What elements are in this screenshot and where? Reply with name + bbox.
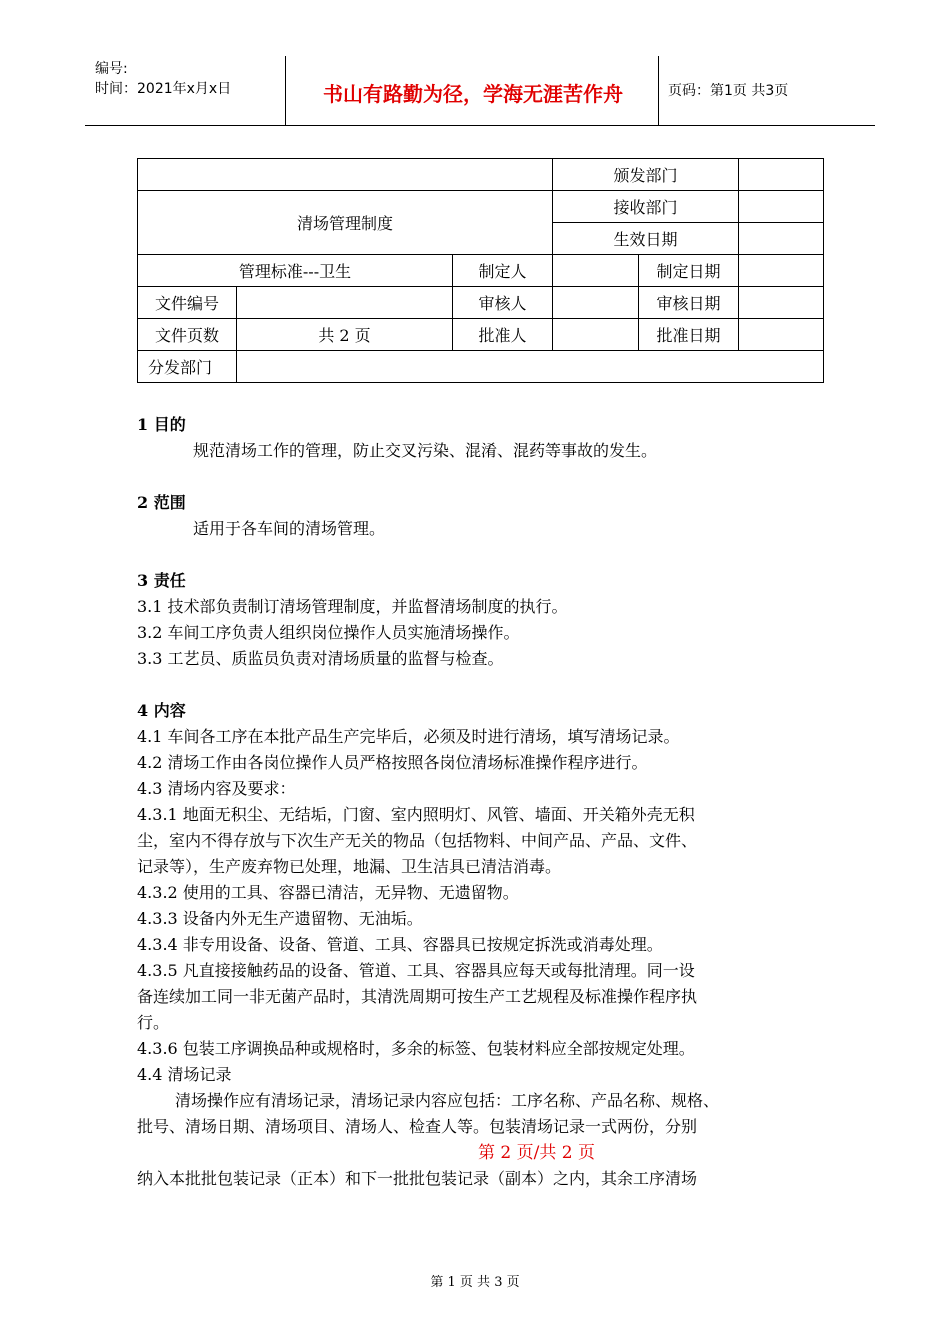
- paragraph: 4.3.4 非专用设备、设备、管道、工具、容器具已按规定拆洗或消毒处理。: [137, 935, 663, 954]
- drafter-value: [553, 255, 639, 287]
- approver-label: 批准人: [453, 319, 553, 351]
- effective-date-label: 生效日期: [553, 223, 739, 255]
- paragraph: 4.3.5 凡直接接触药品的设备、管道、工具、容器具应每天或每批清理。同一设: [137, 961, 695, 980]
- issue-dept-value: [739, 159, 824, 191]
- approve-date-value: [739, 319, 824, 351]
- doc-pages-value: 共 2 页: [237, 319, 453, 351]
- paragraph: 4.3.1 地面无积尘、无结垢，门窗、室内照明灯、风管、墙面、开关箱外壳无积: [137, 805, 695, 824]
- receive-dept-label: 接收部门: [553, 191, 739, 223]
- doc-pages-label: 文件页数: [138, 319, 237, 351]
- section-title-content: 4 内容: [137, 701, 186, 720]
- inner-page-number: 第 2 页/共 2 页: [478, 1143, 595, 1163]
- page-header: [85, 56, 875, 126]
- paragraph: 4.3.3 设备内外无生产遗留物、无油垢。: [137, 909, 423, 928]
- distribution-value: [237, 351, 824, 383]
- info-cell-blank: [138, 159, 553, 191]
- paragraph: 4.1 车间各工序在本批产品生产完毕后，必须及时进行清场，填写清场记录。: [137, 727, 680, 746]
- standard-label: 管理标准---卫生: [138, 255, 453, 287]
- paragraph: 尘，室内不得存放与下次生产无关的物品（包括物料、中间产品、产品、文件、: [137, 831, 698, 850]
- drafter-label: 制定人: [453, 255, 553, 287]
- doc-time-label: 时间：2021年x月x日: [95, 81, 232, 97]
- draft-date-label: 制定日期: [639, 255, 739, 287]
- distribution-label: 分发部门: [138, 351, 237, 383]
- paragraph: 备连续加工同一非无菌产品时，其清洗周期可按生产工艺规程及标准操作程序执: [137, 987, 698, 1006]
- paragraph: 批号、清场日期、清场项目、清场人、检查人等。包装清场记录一式两份，分别: [137, 1117, 698, 1136]
- paragraph: 清场操作应有清场记录，清场记录内容应包括：工序名称、产品名称、规格、: [175, 1091, 720, 1110]
- doc-no-value: [237, 287, 453, 319]
- doc-number-label: 编号:: [95, 61, 128, 77]
- paragraph: 行。: [137, 1013, 170, 1032]
- reviewer-label: 审核人: [453, 287, 553, 319]
- issue-dept-label: 颁发部门: [553, 159, 739, 191]
- header-left: [95, 59, 231, 99]
- paragraph: 记录等），生产废弃物已处理，地漏、卫生洁具已清洁消毒。: [137, 857, 562, 876]
- paragraph: 4.2 清场工作由各岗位操作人员严格按照各岗位清场标准操作程序进行。: [137, 753, 648, 772]
- effective-date-value: [739, 223, 824, 255]
- approve-date-label: 批准日期: [639, 319, 739, 351]
- header-divider: [658, 56, 659, 125]
- paragraph: 3.3 工艺员、质监员负责对清场质量的监督与检查。: [137, 649, 504, 668]
- review-date-label: 审核日期: [639, 287, 739, 319]
- receive-dept-value: [739, 191, 824, 223]
- paragraph: 纳入本批批包装记录（正本）和下一批批包装记录（副本）之内，其余工序清场: [137, 1169, 698, 1188]
- section-title-scope: 2 范围: [137, 493, 186, 512]
- header-divider: [285, 56, 286, 125]
- doc-title: 清场管理制度: [138, 191, 553, 255]
- scope-text: 适用于各车间的清场管理。: [193, 519, 386, 538]
- section-title-responsibility: 3 责任: [137, 571, 186, 590]
- paragraph: 4.3 清场内容及要求：: [137, 779, 296, 798]
- paragraph: 4.3.2 使用的工具、容器已清洁，无异物、无遗留物。: [137, 883, 519, 902]
- header-motto: 书山有路勤为径，学海无涯苦作舟: [323, 82, 623, 106]
- paragraph: 3.1 技术部负责制订清场管理制度，并监督清场制度的执行。: [137, 597, 568, 616]
- header-page-info: 页码：第1页 共3页: [668, 83, 789, 99]
- approver-value: [553, 319, 639, 351]
- page-footer: 第 1 页 共 3 页: [430, 1275, 520, 1290]
- paragraph: 3.2 车间工序负责人组织岗位操作人员实施清场操作。: [137, 623, 520, 642]
- purpose-text: 规范清场工作的管理，防止交叉污染、混淆、混药等事故的发生。: [193, 441, 658, 460]
- doc-no-label: 文件编号: [138, 287, 237, 319]
- reviewer-value: [553, 287, 639, 319]
- paragraph: 4.4 清场记录: [137, 1065, 232, 1084]
- paragraph: 4.3.6 包装工序调换品种或规格时，多余的标签、包装材料应全部按规定处理。: [137, 1039, 695, 1058]
- document-info-table: [137, 158, 824, 383]
- review-date-value: [739, 287, 824, 319]
- section-title-purpose: 1 目的: [137, 415, 186, 434]
- draft-date-value: [739, 255, 824, 287]
